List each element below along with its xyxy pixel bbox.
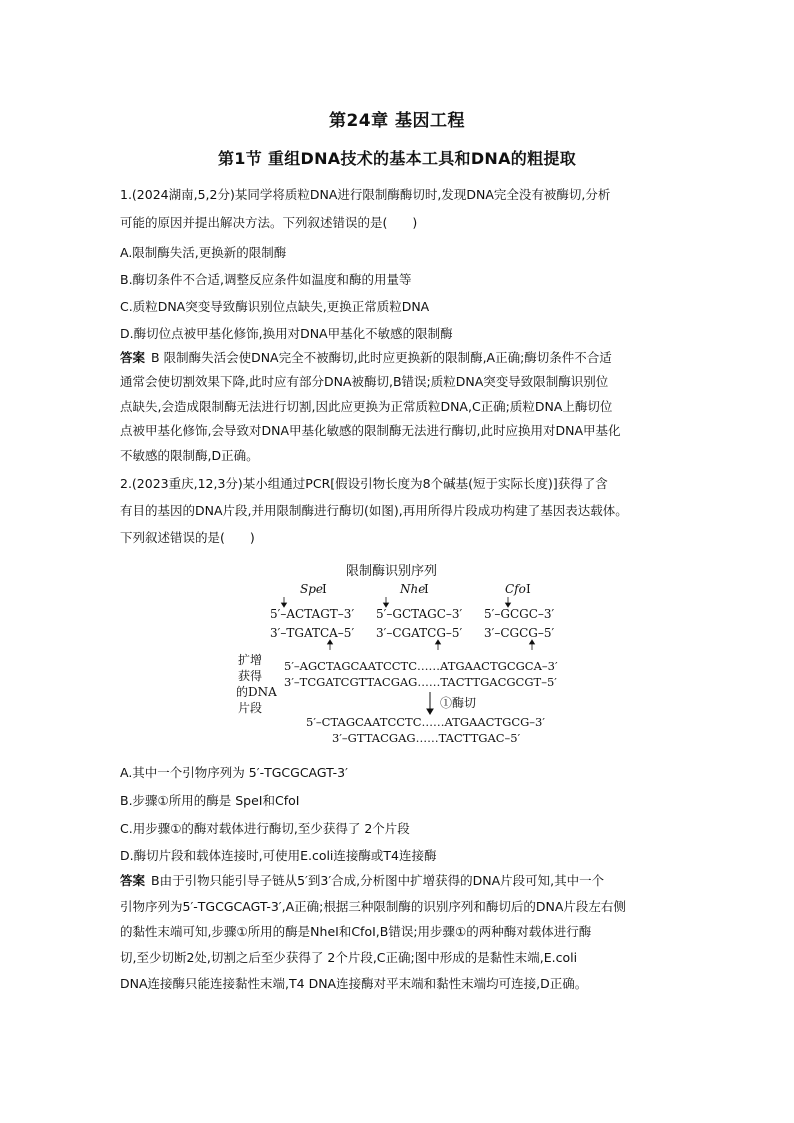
enzyme-name-nhe: Nhe	[400, 582, 426, 596]
enzyme-numeral-nhe: Ⅰ	[424, 582, 429, 596]
q1-stem-line-1: 1.(2024湖南,5,2分)某同学将质粒DNA进行限制酶酶切时,发现DNA完全没有被酶切,分析	[120, 187, 611, 202]
step-arrow	[427, 692, 433, 714]
section-title: 第1节 重组DNA技术的基本工具和DNA的粗提取	[217, 149, 576, 168]
q2-option-d: D.酶切片段和载体连接时,可使用E.coli连接酶或T4连接酶	[120, 848, 437, 863]
q1-answer-line-5: 不敏感的限制酶,D正确。	[120, 448, 259, 463]
q2-option-a: A.其中一个引物序列为 5′-TGCGCAGT-3′	[120, 765, 348, 780]
fragment-label-2: 获得	[238, 669, 263, 683]
chapter-title: 第24章 基因工程	[328, 111, 466, 131]
q2-answer-line-4: 切,至少切断2处,切割之后至少获得了 2个片段,C正确;图中形成的是黏性末端,E.coli	[120, 950, 578, 965]
q2-answer-text-1: B由于引物只能引导子链从5′到3′合成,分析图中扩增获得的DNA片段可知,其中一个	[151, 873, 605, 888]
q1-option-c: C.质粒DNA突变导致酶识别位点缺失,更换正常质粒DNA	[120, 299, 430, 314]
q1-answer-text-1: B 限制酶失活会使DNA完全不被酶切,此时应更换新的限制酶,A正确;酶切条件不合适	[151, 350, 612, 365]
q1-answer-line-1	[120, 350, 680, 366]
q2-option-b: B.步骤①所用的酶是 SpeⅠ和CfoⅠ	[120, 793, 300, 808]
fragment-label-4: 片段	[238, 701, 263, 715]
q1-option-d: D.酶切位点被甲基化修饰,换用对DNA甲基化不敏感的限制酶	[120, 326, 453, 341]
q1-option-b: B.酶切条件不合适,调整反应条件如温度和酶的用量等	[120, 272, 412, 287]
q2-answer-line-2: 引物序列为5′-TGCGCAGT-3′,A正确;根据三种限制酶的识别序列和酶切后的DNA片段左右侧	[120, 899, 626, 914]
spe-top-strand: 5′–ACTAGT–3′	[270, 607, 355, 621]
cut-fragment-bottom-strand: 3′–GTTACGAG……TACTTGAC–5′	[332, 731, 521, 745]
cut-arrows-bottom	[328, 640, 535, 650]
q2-stem-line-1: 2.(2023重庆,12,3分)某小组通过PCR[假设引物长度为8个碱基(短于实际长度)]获得了含	[120, 476, 608, 491]
cut-arrows-top	[282, 597, 511, 607]
q2-stem-line-3: 下列叙述错误的是( )	[120, 530, 255, 545]
answer-label: 答案	[120, 350, 146, 365]
fragment-label-1: 扩增	[238, 653, 263, 667]
q1-answer-line-4: 点被甲基化修饰,会导致对DNA甲基化敏感的限制酶无法进行酶切,此时应换用对DNA甲基化	[120, 423, 621, 438]
q2-answer-line-3: 的黏性末端可知,步骤①所用的酶是NheⅠ和CfoⅠ,B错误;用步骤①的两种酶对载体进行酶	[120, 924, 592, 939]
cfo-bottom-strand: 3′–CGCG–5′	[484, 626, 555, 640]
fragment-bottom-strand: 3′–TCGATCGTTACGAG……TACTTGACGCGT–5′	[284, 675, 557, 689]
q2-option-c: C.用步骤①的酶对载体进行酶切,至少获得了 2个片段	[120, 821, 410, 836]
enzyme-numeral-cfo: Ⅰ	[526, 582, 531, 596]
step-label: ①酶切	[440, 696, 477, 710]
answer-label: 答案	[120, 873, 146, 888]
enzyme-name-spe: Spe	[300, 582, 324, 596]
q1-stem-line-2: 可能的原因并提出解决方法。下列叙述错误的是( )	[120, 215, 418, 230]
enzyme-numeral-spe: Ⅰ	[322, 582, 327, 596]
q2-stem-line-2: 有目的基因的DNA片段,并用限制酶进行酶切(如图),再用所得片段成功构建了基因表达载体。	[120, 503, 628, 518]
fragment-label-3: 的DNA	[236, 685, 277, 699]
q1-answer-line-2: 通常会使切割效果下降,此时应有部分DNA被酶切,B错误;质粒DNA突变导致限制酶识别位	[120, 374, 609, 389]
restriction-enzyme-diagram	[232, 560, 572, 750]
q1-option-a: A.限制酶失活,更换新的限制酶	[120, 245, 287, 260]
cut-fragment-top-strand: 5′–CTAGCAATCCTC……ATGAACTGCG–3′	[306, 715, 545, 729]
fragment-top-strand: 5′–AGCTAGCAATCCTC……ATGAACTGCGCA–3′	[284, 659, 558, 673]
nhe-bottom-strand: 3′–CGATCG–5′	[376, 626, 463, 640]
q1-answer-line-3: 点缺失,会造成限制酶无法进行切割,因此应更换为正常质粒DNA,C正确;质粒DNA上酶切位	[120, 399, 613, 414]
spe-bottom-strand: 3′–TGATCA–5′	[270, 626, 355, 640]
nhe-top-strand: 5′–GCTAGC–3′	[376, 607, 463, 621]
q2-answer-line-1	[120, 873, 680, 889]
diagram-title: 限制酶识别序列	[346, 564, 438, 579]
cfo-top-strand: 5′–GCGC–3′	[484, 607, 555, 621]
q2-answer-line-5: DNA连接酶只能连接黏性末端,T4 DNA连接酶对平末端和黏性末端均可连接,D正确。	[120, 976, 588, 991]
enzyme-name-cfo: Cfo	[505, 582, 526, 596]
